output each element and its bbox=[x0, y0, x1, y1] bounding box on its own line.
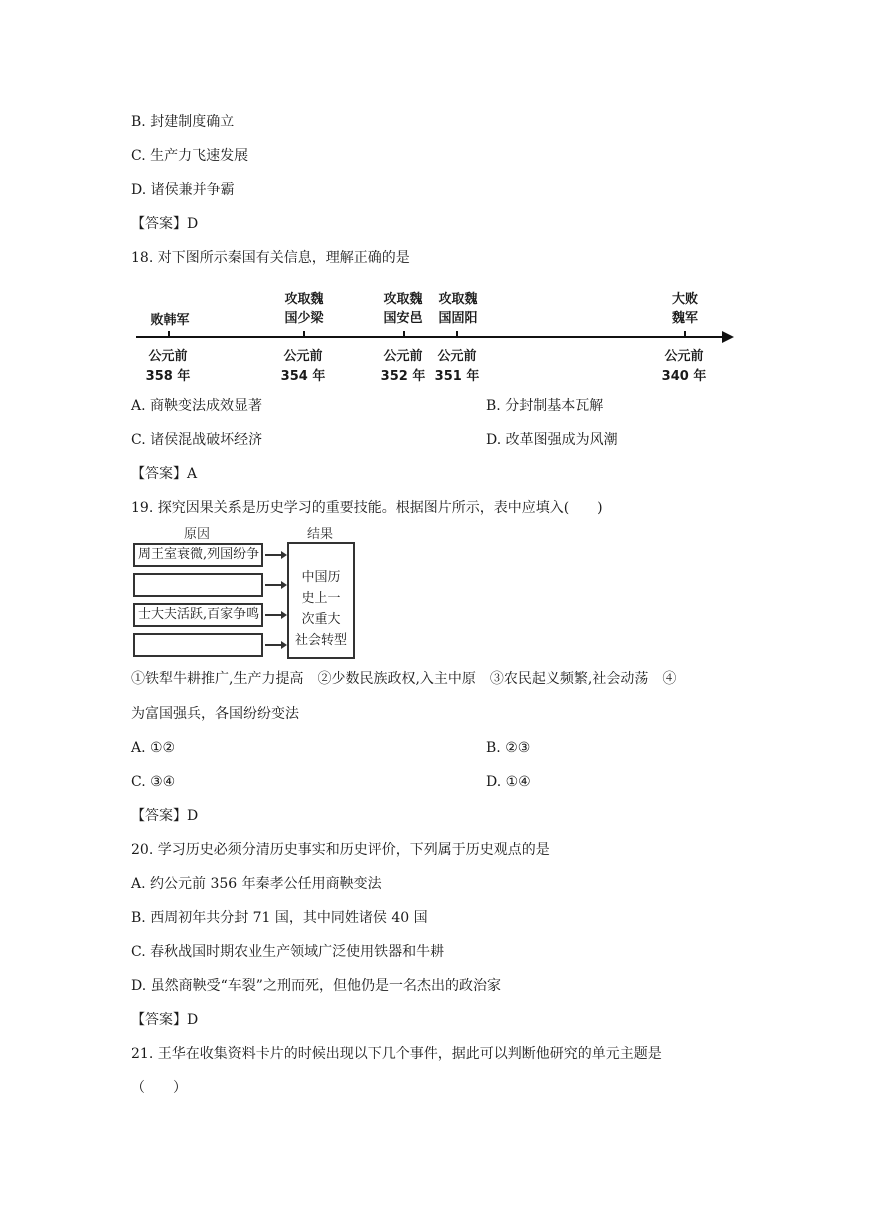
result-line: 史上一 bbox=[301, 591, 341, 606]
timeline-date: 354 年 bbox=[280, 369, 326, 384]
q20-answer: 【答案】D bbox=[131, 1012, 199, 1028]
q19-answer: 【答案】D bbox=[131, 808, 199, 824]
q18-stem: 18. 对下图所示秦国有关信息，理解正确的是 bbox=[131, 250, 410, 266]
timeline-date: 公元前 bbox=[664, 349, 704, 364]
q19-choices-cont: 为富国强兵，各国纷纷变法 bbox=[131, 706, 299, 722]
timeline-tick bbox=[684, 331, 686, 337]
timeline-date: 公元前 bbox=[437, 349, 477, 364]
timeline-date: 公元前 bbox=[148, 349, 188, 364]
q19-option-c: C. ③④ bbox=[131, 774, 176, 790]
timeline-date: 352 年 bbox=[380, 369, 426, 384]
q21-stem-cont: （ ） bbox=[131, 1080, 187, 1096]
q18-option-b: B. 分封制基本瓦解 bbox=[486, 398, 604, 414]
result-line: 中国历 bbox=[301, 570, 341, 585]
result-box bbox=[287, 542, 355, 659]
q17-answer: 【答案】D bbox=[131, 216, 199, 232]
timeline-event: 国安邑 bbox=[383, 311, 423, 326]
timeline-date: 340 年 bbox=[661, 369, 707, 384]
timeline-date: 公元前 bbox=[283, 349, 323, 364]
q18-option-c: C. 诸侯混战破坏经济 bbox=[131, 432, 263, 448]
timeline-axis bbox=[136, 336, 726, 338]
timeline-event: 魏军 bbox=[671, 311, 698, 326]
q18-option-d: D. 改革图强成为风潮 bbox=[486, 432, 618, 448]
q19-choices: ①铁犁牛耕推广,生产力提高 ②少数民族政权,入主中原 ③农民起义频繁,社会动荡 ④ bbox=[131, 671, 677, 687]
timeline-date: 公元前 bbox=[383, 349, 423, 364]
result-line: 社会转型 bbox=[294, 633, 347, 648]
q17-option-d: D. 诸侯兼并争霸 bbox=[131, 182, 235, 198]
cause-box bbox=[133, 633, 263, 657]
result-header: 结果 bbox=[307, 527, 334, 542]
timeline-date: 358 年 bbox=[145, 369, 191, 384]
timeline-tick bbox=[303, 331, 305, 337]
q20-option-a: A. 约公元前 356 年秦孝公任用商鞅变法 bbox=[131, 876, 382, 892]
timeline-event: 大败 bbox=[671, 292, 698, 307]
timeline-event: 攻取魏 bbox=[284, 292, 324, 307]
q19-option-a: A. ①② bbox=[131, 740, 176, 756]
timeline-date: 351 年 bbox=[434, 369, 480, 384]
q19-option-b: B. ②③ bbox=[486, 740, 531, 756]
timeline-event: 国固阳 bbox=[438, 311, 478, 326]
timeline-tick bbox=[403, 331, 405, 337]
q20-option-d: D. 虽然商鞅受“车裂”之刑而死，但他仍是一名杰出的政治家 bbox=[131, 978, 501, 994]
timeline-tick bbox=[456, 331, 458, 337]
timeline-tick bbox=[168, 331, 170, 337]
q20-option-b: B. 西周初年共分封 71 国，其中同姓诸侯 40 国 bbox=[131, 910, 428, 926]
q18-option-a: A. 商鞅变法成效显著 bbox=[131, 398, 263, 414]
q17-option-b: B. 封建制度确立 bbox=[131, 114, 235, 130]
q21-stem: 21. 王华在收集资料卡片的时候出现以下几个事件，据此可以判断他研究的单元主题是 bbox=[131, 1046, 662, 1062]
timeline-event: 攻取魏 bbox=[383, 292, 423, 307]
cause-box: 周王室衰微,列国纷争 bbox=[133, 543, 263, 567]
q20-stem: 20. 学习历史必须分清历史事实和历史评价，下列属于历史观点的是 bbox=[131, 842, 550, 858]
timeline-event: 国少梁 bbox=[284, 311, 324, 326]
cause-header: 原因 bbox=[184, 527, 211, 542]
q18-answer: 【答案】A bbox=[131, 466, 198, 482]
q19-stem: 19. 探究因果关系是历史学习的重要技能。根据图片所示，表中应填入( ) bbox=[131, 500, 603, 516]
q19-option-d: D. ①④ bbox=[486, 774, 531, 790]
cause-box bbox=[133, 573, 263, 597]
timeline-event: 攻取魏 bbox=[438, 292, 478, 307]
result-line: 次重大 bbox=[301, 612, 341, 627]
q17-option-c: C. 生产力飞速发展 bbox=[131, 148, 249, 164]
q20-option-c: C. 春秋战国时期农业生产领域广泛使用铁器和牛耕 bbox=[131, 944, 445, 960]
timeline-event: 败韩军 bbox=[150, 313, 190, 328]
timeline-arrow-icon bbox=[722, 331, 734, 343]
cause-box: 士大夫活跃,百家争鸣 bbox=[133, 603, 263, 627]
